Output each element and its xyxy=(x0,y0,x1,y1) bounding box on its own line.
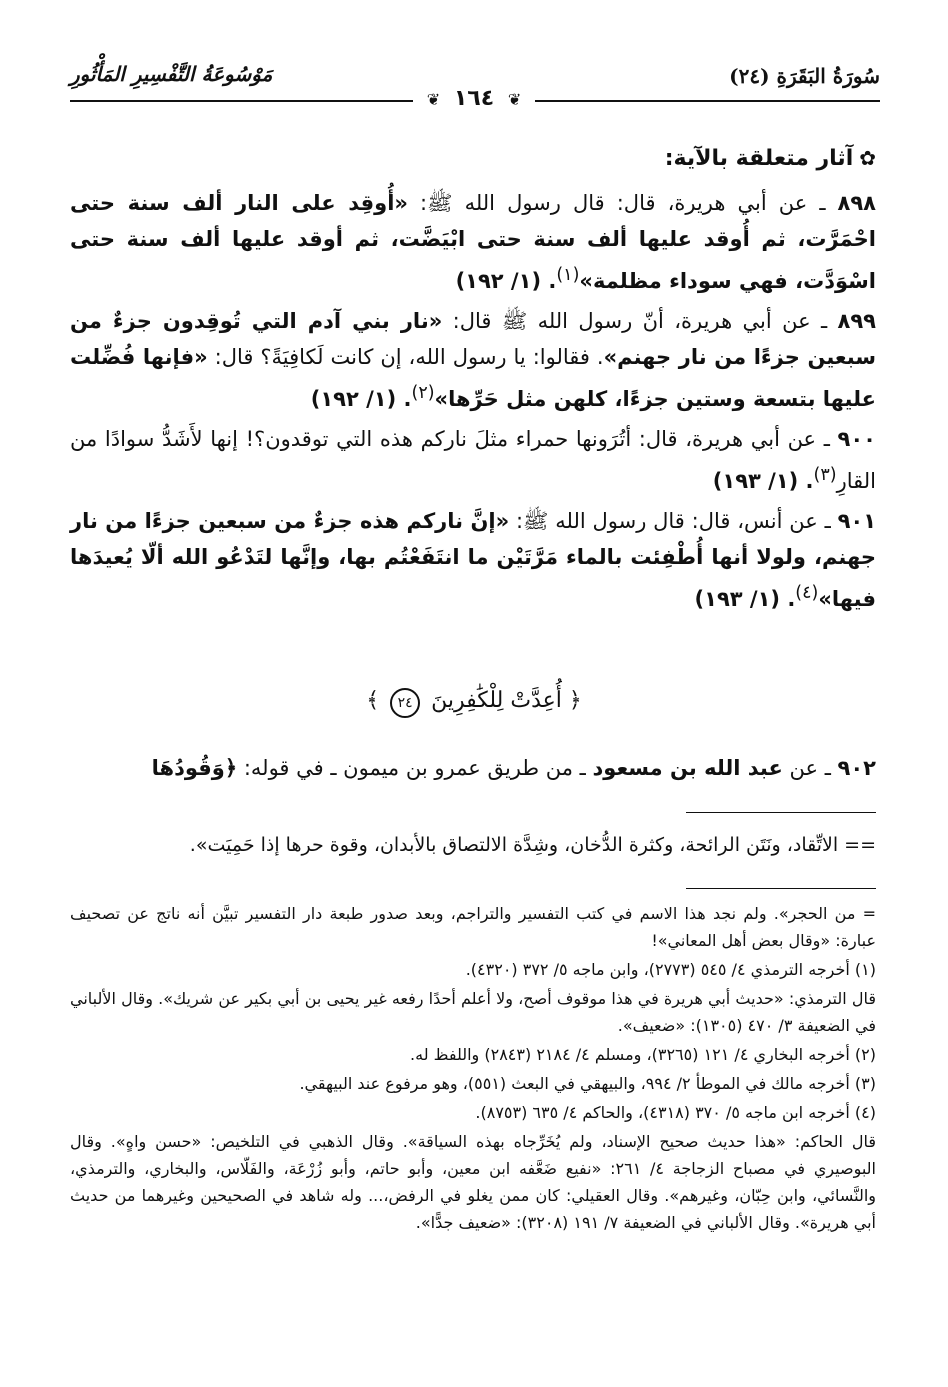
athar-entry-902 xyxy=(70,750,876,786)
footnote-marker: (٢) xyxy=(411,383,435,403)
footnote-marker: (١) xyxy=(556,265,580,285)
verse-text: أُعِدَّتْ لِلْكَٰفِرِينَ xyxy=(431,688,562,713)
narrator-name: عبد الله بن مسعود xyxy=(592,756,783,780)
footnotes xyxy=(70,900,876,1238)
entry-intro: ـ عن أبي هريرة، أنّ رسول الله ﷺ قال: xyxy=(442,309,838,333)
footnote: (٤) أخرجه ابن ماجه ٥/ ٣٧٠ (٤٣١٨)، والحاكم ٤/ ٦٣٥ (٨٧٥٣). xyxy=(475,1103,876,1122)
footnote: (٢) أخرجه البخاري ٤/ ١٢١ (٣٢٦٥)، ومسلم ٤/ ٢١٨٤ (٢٨٤٣) واللفظ له. xyxy=(410,1045,876,1064)
surah-title: سُورَةُ البَقَرَةِ (٢٤) xyxy=(729,64,880,88)
entry-intro: ـ عن أبي هريرة، قال: قال رسول الله ﷺ: xyxy=(408,191,838,215)
page-number-block xyxy=(0,86,948,111)
entry-number: ٩٠٠ xyxy=(837,427,876,451)
ornament-icon: ❦ xyxy=(426,90,441,109)
entry-number: ٩٠١ xyxy=(837,509,877,533)
entry-before: ـ عن xyxy=(782,756,838,780)
entry-reference: . (١/ ١٩٢) xyxy=(310,387,412,411)
page-number: ١٦٤ xyxy=(453,86,495,111)
footnote: (٣) أخرجه مالك في الموطأ ٢/ ٩٩٤، والبيهقي في البعث (٥٥١)، وهو مرفوع عند البيهقي. xyxy=(299,1074,876,1093)
flower-icon: ✿ xyxy=(859,146,876,170)
footnote-marker: (٤) xyxy=(795,583,819,603)
entry-number: ٨٩٨ xyxy=(837,191,876,215)
entry-quote-2: «فإنها فُضِّلت عليها بتسعة وستين جزءًا، كلهن مثل حَرِّها» xyxy=(70,345,876,411)
athar-entry xyxy=(70,303,876,417)
entry-reference: . (١/ ١٩٢) xyxy=(455,269,557,293)
athar-entry xyxy=(70,421,876,499)
section-heading: ✿آثار متعلقة بالآية: xyxy=(664,146,876,171)
footnote: = من الحجر». ولم نجد هذا الاسم في كتب التفسير والتراجم، وبعد صدور طبعة دار التفسير تبيَّن أنه ناتج عن تصحيف عبارة: «وقال بعض أهل المعاني»! xyxy=(70,904,876,950)
book-title: مَوْسُوعَةُ التَّفْسِيرِ المَأْثُورِ xyxy=(70,62,273,86)
verse-open-bracket: ﴿ xyxy=(568,688,582,713)
footnote: (١) أخرجه الترمذي ٤/ ٥٤٥ (٢٧٧٣)، وابن ماجه ٥/ ٣٧٢ (٤٣٢٠). xyxy=(465,960,876,979)
footnote-continuation: == الاتِّقاد، ونَتَن الرائحة، وكثرة الدُّخان، وشِدَّة الالتصاق بالأبدان، وقوة حرها إذا حَمِيَت». xyxy=(189,834,876,856)
entry-quote: «أُوقِد على النار ألف سنة حتى احْمَرَّت، ثم أُوقد عليها ألف سنة حتى ابْيَضَّت، ثم أوقد عليها ألف سنة حتى اسْوَدَّت، فهي سوداء مظلمة» xyxy=(70,191,876,293)
entry-intro: ـ عن أنس، قال: قال رسول الله ﷺ: xyxy=(509,509,838,533)
quran-verse xyxy=(0,688,948,718)
entry-after: ـ من طريق عمرو بن ميمون ـ في قوله: xyxy=(237,756,593,780)
footnote: قال الحاكم: «هذا حديث صحيح الإسناد، ولم يُخَرِّجاه بهذه السياقة». وقال الذهبي في التلخيص: «حسن واهٍ». وقال البوصيري في مصباح الزجاجة ٤/ ٢٦١: «نفيع ضَعَّفه ابن معين، وأبو حاتم، وأبو زُرْعَة، والفَلّاس، والبخاري، والترمذي، والنَّسائي، وابن حِبّان، وغيرهم». وقال العقيلي: كان ممن يغلو في الرفض،... وله شاهد في الصحيحين وغيرهما من حديث أبي هريرة». وقال الألباني في الضعيفة ٧/ ١٩١ (٣٢٠٨): «ضعيف جدًّا». xyxy=(70,1132,876,1232)
entry-intro: ـ عن أبي هريرة، قال: أتُرَونها حمراء مثلَ ناركم هذه التي توقدون؟! إنها لأَشَدُّ سوادًا من القارِ xyxy=(70,427,876,493)
footnote-separator xyxy=(686,888,876,889)
footnote-separator xyxy=(686,812,876,813)
entry-reference: . (١/ ١٩٣) xyxy=(712,469,814,493)
entry-quote: «إنَّ ناركم هذه جزءٌ من سبعين جزءًا من نار جهنم، ولولا أنها أُطْفِئت بالماء مَرَّتَيْن ما انتَفَعْتُم بها، وإنَّها لتَدْعُو الله ألّا يُعيدَها فيها» xyxy=(70,509,876,611)
athar-entry xyxy=(70,185,876,299)
main-text xyxy=(70,140,876,621)
athar-entry xyxy=(70,503,876,617)
entry-number: ٨٩٩ xyxy=(837,309,876,333)
ornament-icon: ❦ xyxy=(507,90,522,109)
entry-quote: «نار بني آدم التي تُوقِدون جزءٌ من سبعين جزءًا من نار جهنم» xyxy=(70,309,876,369)
verse-number: ٢٤ xyxy=(390,688,420,718)
entry-number: ٩٠٢ xyxy=(837,756,876,780)
entry-middle: . فقالوا: يا رسول الله، إن كانت لَكافِيَةً؟ قال: xyxy=(207,345,604,369)
entry-reference: . (١/ ١٩٣) xyxy=(694,587,796,611)
verse-close-bracket: ﴾ xyxy=(366,688,380,713)
footnote-marker: (٣) xyxy=(813,465,837,485)
verse-quote: ﴿وَقُودُهَا xyxy=(151,756,238,780)
footnote: قال الترمذي: «حديث أبي هريرة في هذا موقوف أصح، ولا أعلم أحدًا رفعه غير يحيى بن أبي بكير عن شريك». وقال الألباني في الضعيفة ٣/ ٤٧٠ (١٣٠٥): «ضعيف». xyxy=(70,989,876,1035)
